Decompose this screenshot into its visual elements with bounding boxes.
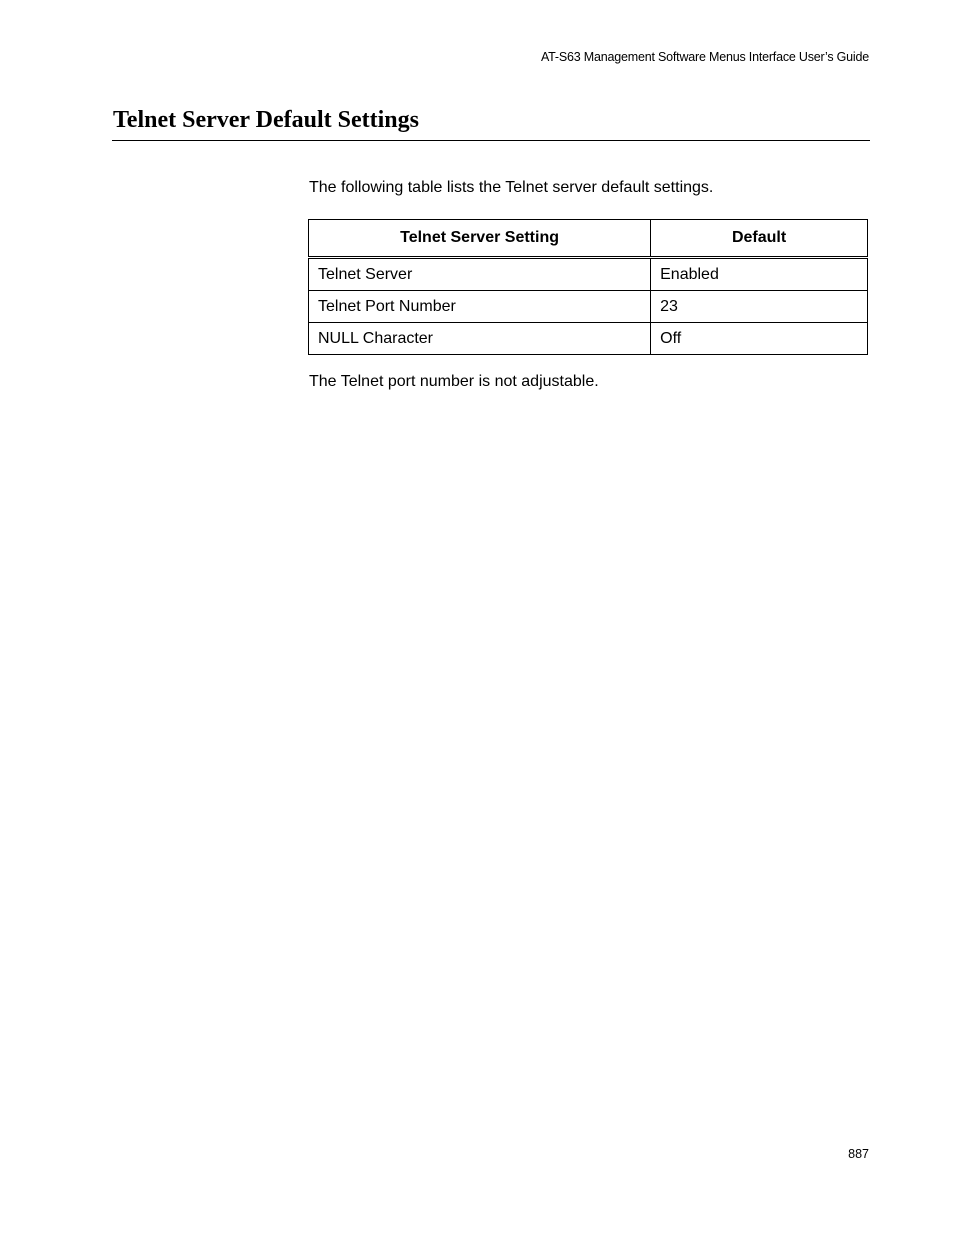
default-cell: 23 xyxy=(651,291,868,323)
settings-table xyxy=(308,219,868,355)
setting-cell: Telnet Port Number xyxy=(309,291,651,323)
column-header-default: Default xyxy=(651,220,868,258)
default-cell: Off xyxy=(651,323,868,355)
default-cell: Enabled xyxy=(651,258,868,291)
setting-cell: Telnet Server xyxy=(309,258,651,291)
page-number: 887 xyxy=(848,1147,869,1161)
running-header: AT-S63 Management Software Menus Interface User’s Guide xyxy=(540,50,869,64)
table-row xyxy=(309,258,868,291)
table-row xyxy=(309,291,868,323)
note-paragraph: The Telnet port number is not adjustable. xyxy=(309,373,599,390)
section-title: Telnet Server Default Settings xyxy=(113,107,419,133)
table-row xyxy=(309,323,868,355)
column-header-setting: Telnet Server Setting xyxy=(309,220,651,258)
intro-paragraph: The following table lists the Telnet server default settings. xyxy=(309,179,714,196)
setting-cell: NULL Character xyxy=(309,323,651,355)
title-divider xyxy=(112,140,870,141)
table-header-row xyxy=(309,220,868,258)
